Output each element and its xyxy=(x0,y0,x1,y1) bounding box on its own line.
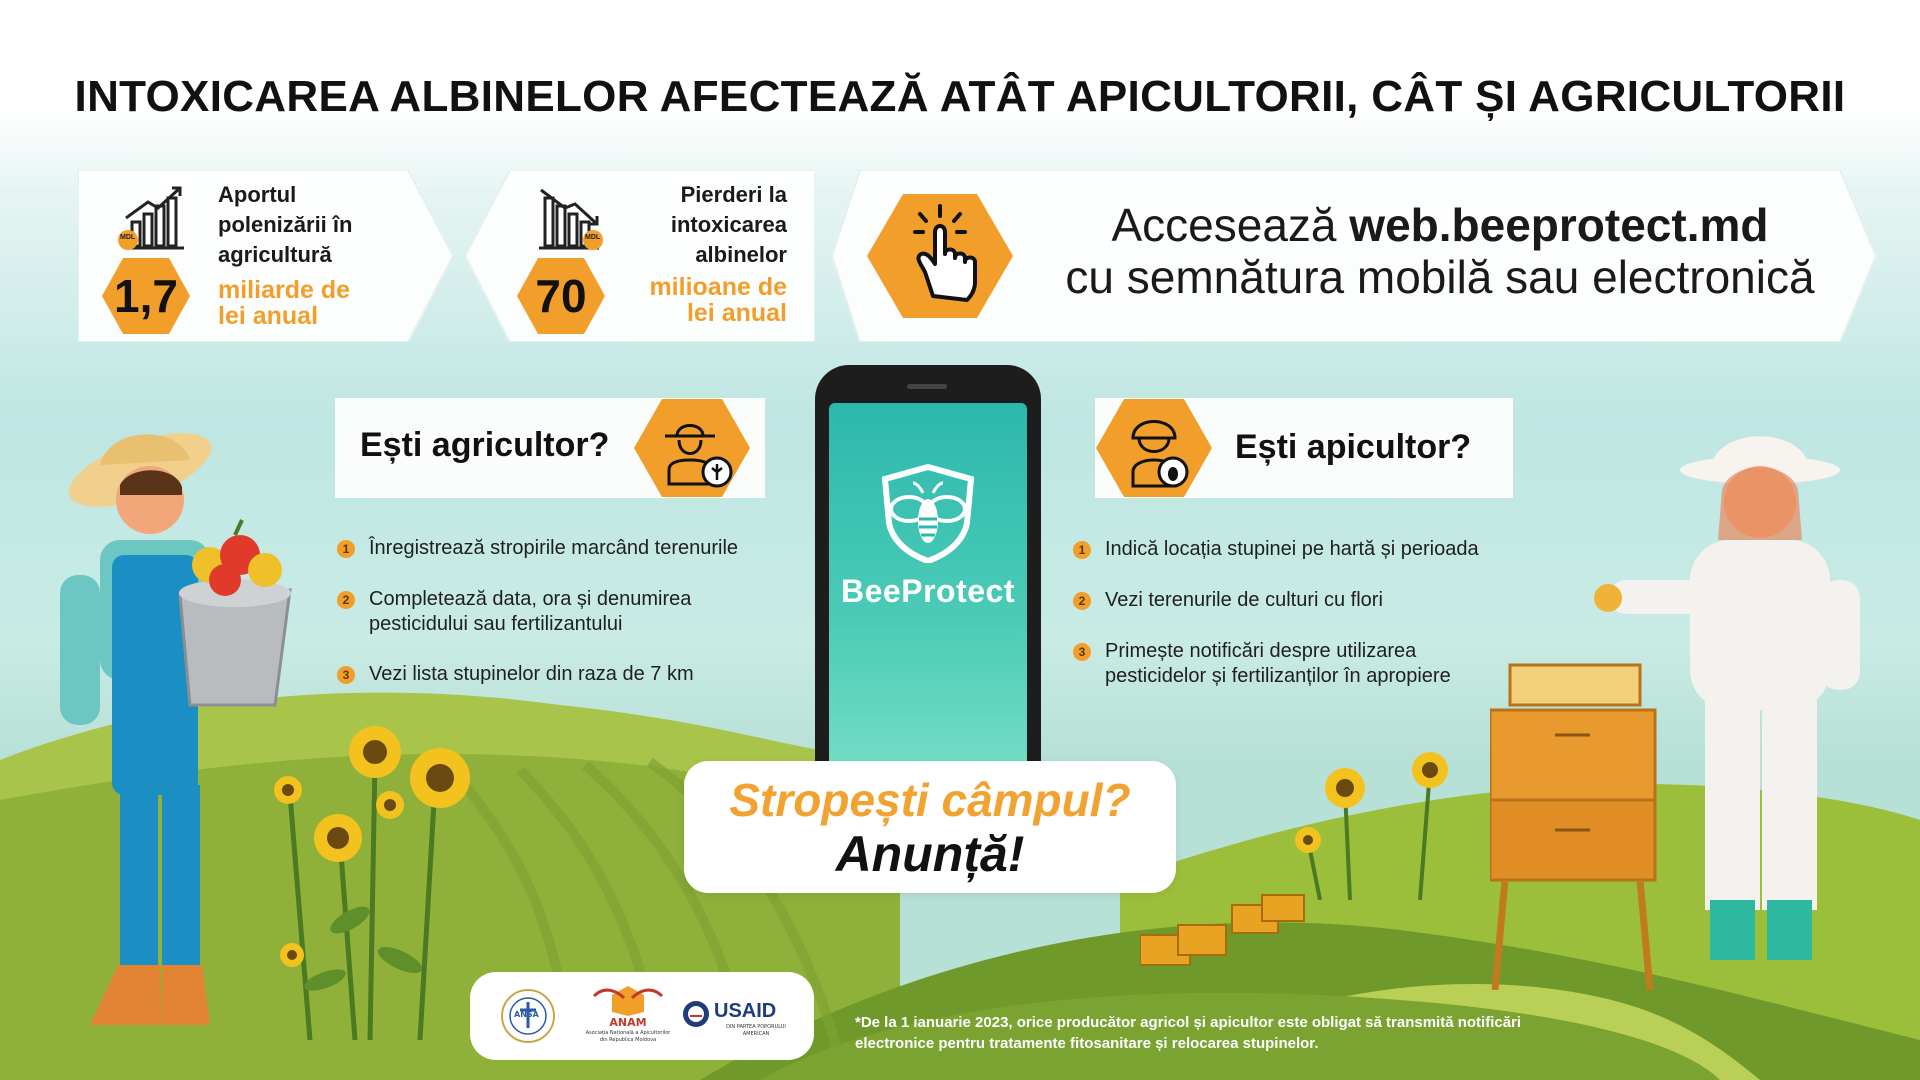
step-number: 1 xyxy=(1073,541,1091,559)
access-line-2: cu semnătura mobilă sau electronică xyxy=(1065,251,1815,303)
usaid-caption: DIN PARTEA POPORULUI AMERICAN xyxy=(726,1024,786,1037)
anam-logo-icon xyxy=(588,982,668,1016)
beekeeper-step-2: Vezi terenurile de culturi cu flori xyxy=(1105,589,1383,611)
callout-box xyxy=(684,761,1176,893)
sunflowers-right xyxy=(1290,740,1460,900)
stat-label: Pierderi la intoxicarea albinelor xyxy=(670,182,787,267)
partner-logos xyxy=(470,972,814,1060)
beekeeper-step-3: Primește notificări despre utilizarea pesticidelor și fertilizanților în apropiere xyxy=(1105,640,1451,687)
legal-footnote: *De la 1 ianuarie 2023, orice producător agricol și apicultor este obligat să transmită notificări electronice pentru tratamente fitosanitare și relocarea stupinelor. xyxy=(855,1014,1522,1052)
access-card xyxy=(830,170,1878,342)
phone-screen xyxy=(829,403,1027,805)
farmer-title: Ești agricultor? xyxy=(360,426,610,464)
small-hives xyxy=(1140,890,1320,980)
farmer-step-3: Vezi lista stupinelor din raza de 7 km xyxy=(369,663,694,685)
chart-rising-icon xyxy=(118,182,188,252)
stat-label: Aportul polenizării în agricultură xyxy=(218,182,353,267)
mdl-badge: MDL xyxy=(120,234,136,241)
stat-unit: miliarde de lei anual xyxy=(218,276,350,330)
farmer-icon xyxy=(633,398,751,498)
beekeeper-header xyxy=(1095,398,1513,498)
stat-unit: milioane de lei anual xyxy=(649,273,787,327)
stat-value: 1,7 xyxy=(114,270,178,322)
access-prefix: Accesează xyxy=(1111,199,1350,251)
step-number: 3 xyxy=(1073,643,1091,661)
step-number: 2 xyxy=(337,591,355,609)
anam-logo-text: ANAM xyxy=(609,1016,647,1029)
page-title: INTOXICAREA ALBINELOR AFECTEAZĂ ATÂT APICULTORII, CÂT ȘI AGRICULTORII xyxy=(74,72,1846,121)
app-name: BeeProtect xyxy=(841,573,1015,609)
step-number: 2 xyxy=(1073,592,1091,610)
callout-answer: Anunță! xyxy=(835,826,1025,882)
access-line-1 xyxy=(1030,198,1850,252)
farmer-step-2: Completează data, ora și denumirea pesticidului sau fertilizantului xyxy=(369,588,692,635)
farmer-step-1: Înregistrează stropirile marcând terenurile xyxy=(369,537,739,559)
step-number: 1 xyxy=(337,540,355,558)
bee-shield-icon xyxy=(879,463,977,563)
tap-hand-icon xyxy=(865,192,1015,320)
farmer-header xyxy=(335,398,765,498)
phone-speaker xyxy=(907,384,947,389)
phone-mockup xyxy=(815,365,1041,805)
stat-card-pollination xyxy=(78,170,453,342)
usaid-seal-icon xyxy=(682,1000,710,1028)
website-link[interactable]: web.beeprotect.md xyxy=(1349,199,1769,251)
farmer-illustration xyxy=(50,425,310,1035)
beekeeper-illustration xyxy=(1490,430,1910,990)
beekeeper-step-1: Indică locația stupinei pe hartă și perioada xyxy=(1105,538,1479,560)
mdl-badge: MDL xyxy=(585,234,601,241)
beekeeper-icon xyxy=(1095,398,1213,498)
callout-question: Stropești câmpul? xyxy=(729,774,1131,826)
ansa-logo-text: ANSA xyxy=(514,1010,539,1019)
anam-caption: Asociația Națională a Apicultorilor din Republica Moldova xyxy=(585,1030,671,1043)
stat-value: 70 xyxy=(535,270,587,322)
step-number: 3 xyxy=(337,666,355,684)
stat-card-losses xyxy=(465,170,815,342)
usaid-logo-text: USAID xyxy=(714,1000,777,1022)
beekeeper-title: Ești apicultor? xyxy=(1235,428,1472,466)
